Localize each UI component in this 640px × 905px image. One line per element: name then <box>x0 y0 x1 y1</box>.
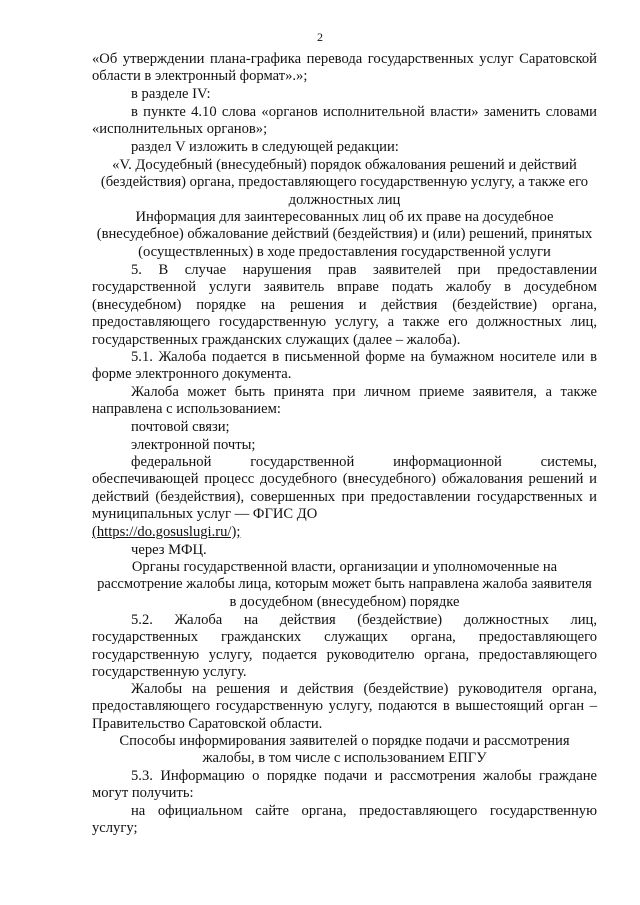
paragraph-point-4-10: в пункте 4.10 слова «органов исполнительной власти» заменить словами «исполнительных органов»; <box>92 104 597 138</box>
paragraph-section-iv: в разделе IV: <box>131 86 211 102</box>
list-item-fgis-do: федеральной государственной информационной системы, обеспечивающей процесс досудебного (внесудебного) обжалования решений и действий (бездействия), совершенных при предоставлении государственных и муниципальных услуг — ФГИС ДО <box>92 454 597 523</box>
paragraph-section-v-intro: раздел V изложить в следующей редакции: <box>131 139 399 155</box>
heading-information: Информация для заинтересованных лиц об их праве на досудебное (внесудебное) обжалование действий (бездействия) и (или) решений, принятых (осуществленных) в ходе предоставления государственной услуги <box>96 209 593 260</box>
list-item-official-site: на официальном сайте органа, предоставляющего государственную услугу; <box>92 803 597 837</box>
page-number: 2 <box>317 30 323 44</box>
paragraph-plan-title: «Об утверждении плана-графика перевода государственных услуг Саратовской области в электронный формат».»; <box>92 51 597 85</box>
list-item-email: электронной почты; <box>131 437 256 453</box>
paragraph-head-complaints: Жалобы на решения и действия (бездействие) руководителя органа, предоставляющего государственную услугу, подаются в вышестоящий орган – Правительство Саратовской области. <box>92 681 597 732</box>
list-item-postal: почтовой связи; <box>131 419 230 435</box>
link-gosuslugi[interactable] <box>92 524 597 541</box>
heading-section-v: «V. Досудебный (внесудебный) порядок обжалования решений и действий (бездействия) органа, предоставляющего государственную услугу, а также его должностных лиц <box>100 157 589 208</box>
paragraph-submission-methods: Жалоба может быть принята при личном приеме заявителя, а также направлена с использованием: <box>92 384 597 418</box>
list-item-mfc: через МФЦ. <box>131 542 207 558</box>
paragraph-5-1: 5.1. Жалоба подается в письменной форме на бумажном носителе или в форме электронного документа. <box>92 349 597 383</box>
heading-authorities: Органы государственной власти, организации и уполномоченные на рассмотрение жалобы лица, которым может быть направлена жалоба заявителя в досудебном (внесудебном) порядке <box>97 559 592 610</box>
paragraph-5: 5. В случае нарушения прав заявителей при предоставлении государственной услуги заявитель вправе подать жалобу в досудебном (внесудебном) порядке на решения и действия (бездействие) органа, предоставляющего государственную услугу, а также его должностных лиц, государственных гражданских служащих (далее – жалоба). <box>92 262 597 348</box>
paragraph-5-3: 5.3. Информацию о порядке подачи и рассмотрения жалобы граждане могут получить: <box>92 768 597 802</box>
paragraph-5-2: 5.2. Жалоба на действия (бездействие) должностных лиц, государственных гражданских служащих органа, предоставляющего государственную услугу, подается руководителю органа, предоставляющего государственную услугу. <box>92 612 597 681</box>
heading-informing-methods: Способы информирования заявителей о порядке подачи и рассмотрения жалобы, в том числе с использованием ЕПГУ <box>119 733 570 767</box>
link-gosuslugi-text[interactable]: (https://do.gosuslugi.ru/); <box>92 524 241 540</box>
